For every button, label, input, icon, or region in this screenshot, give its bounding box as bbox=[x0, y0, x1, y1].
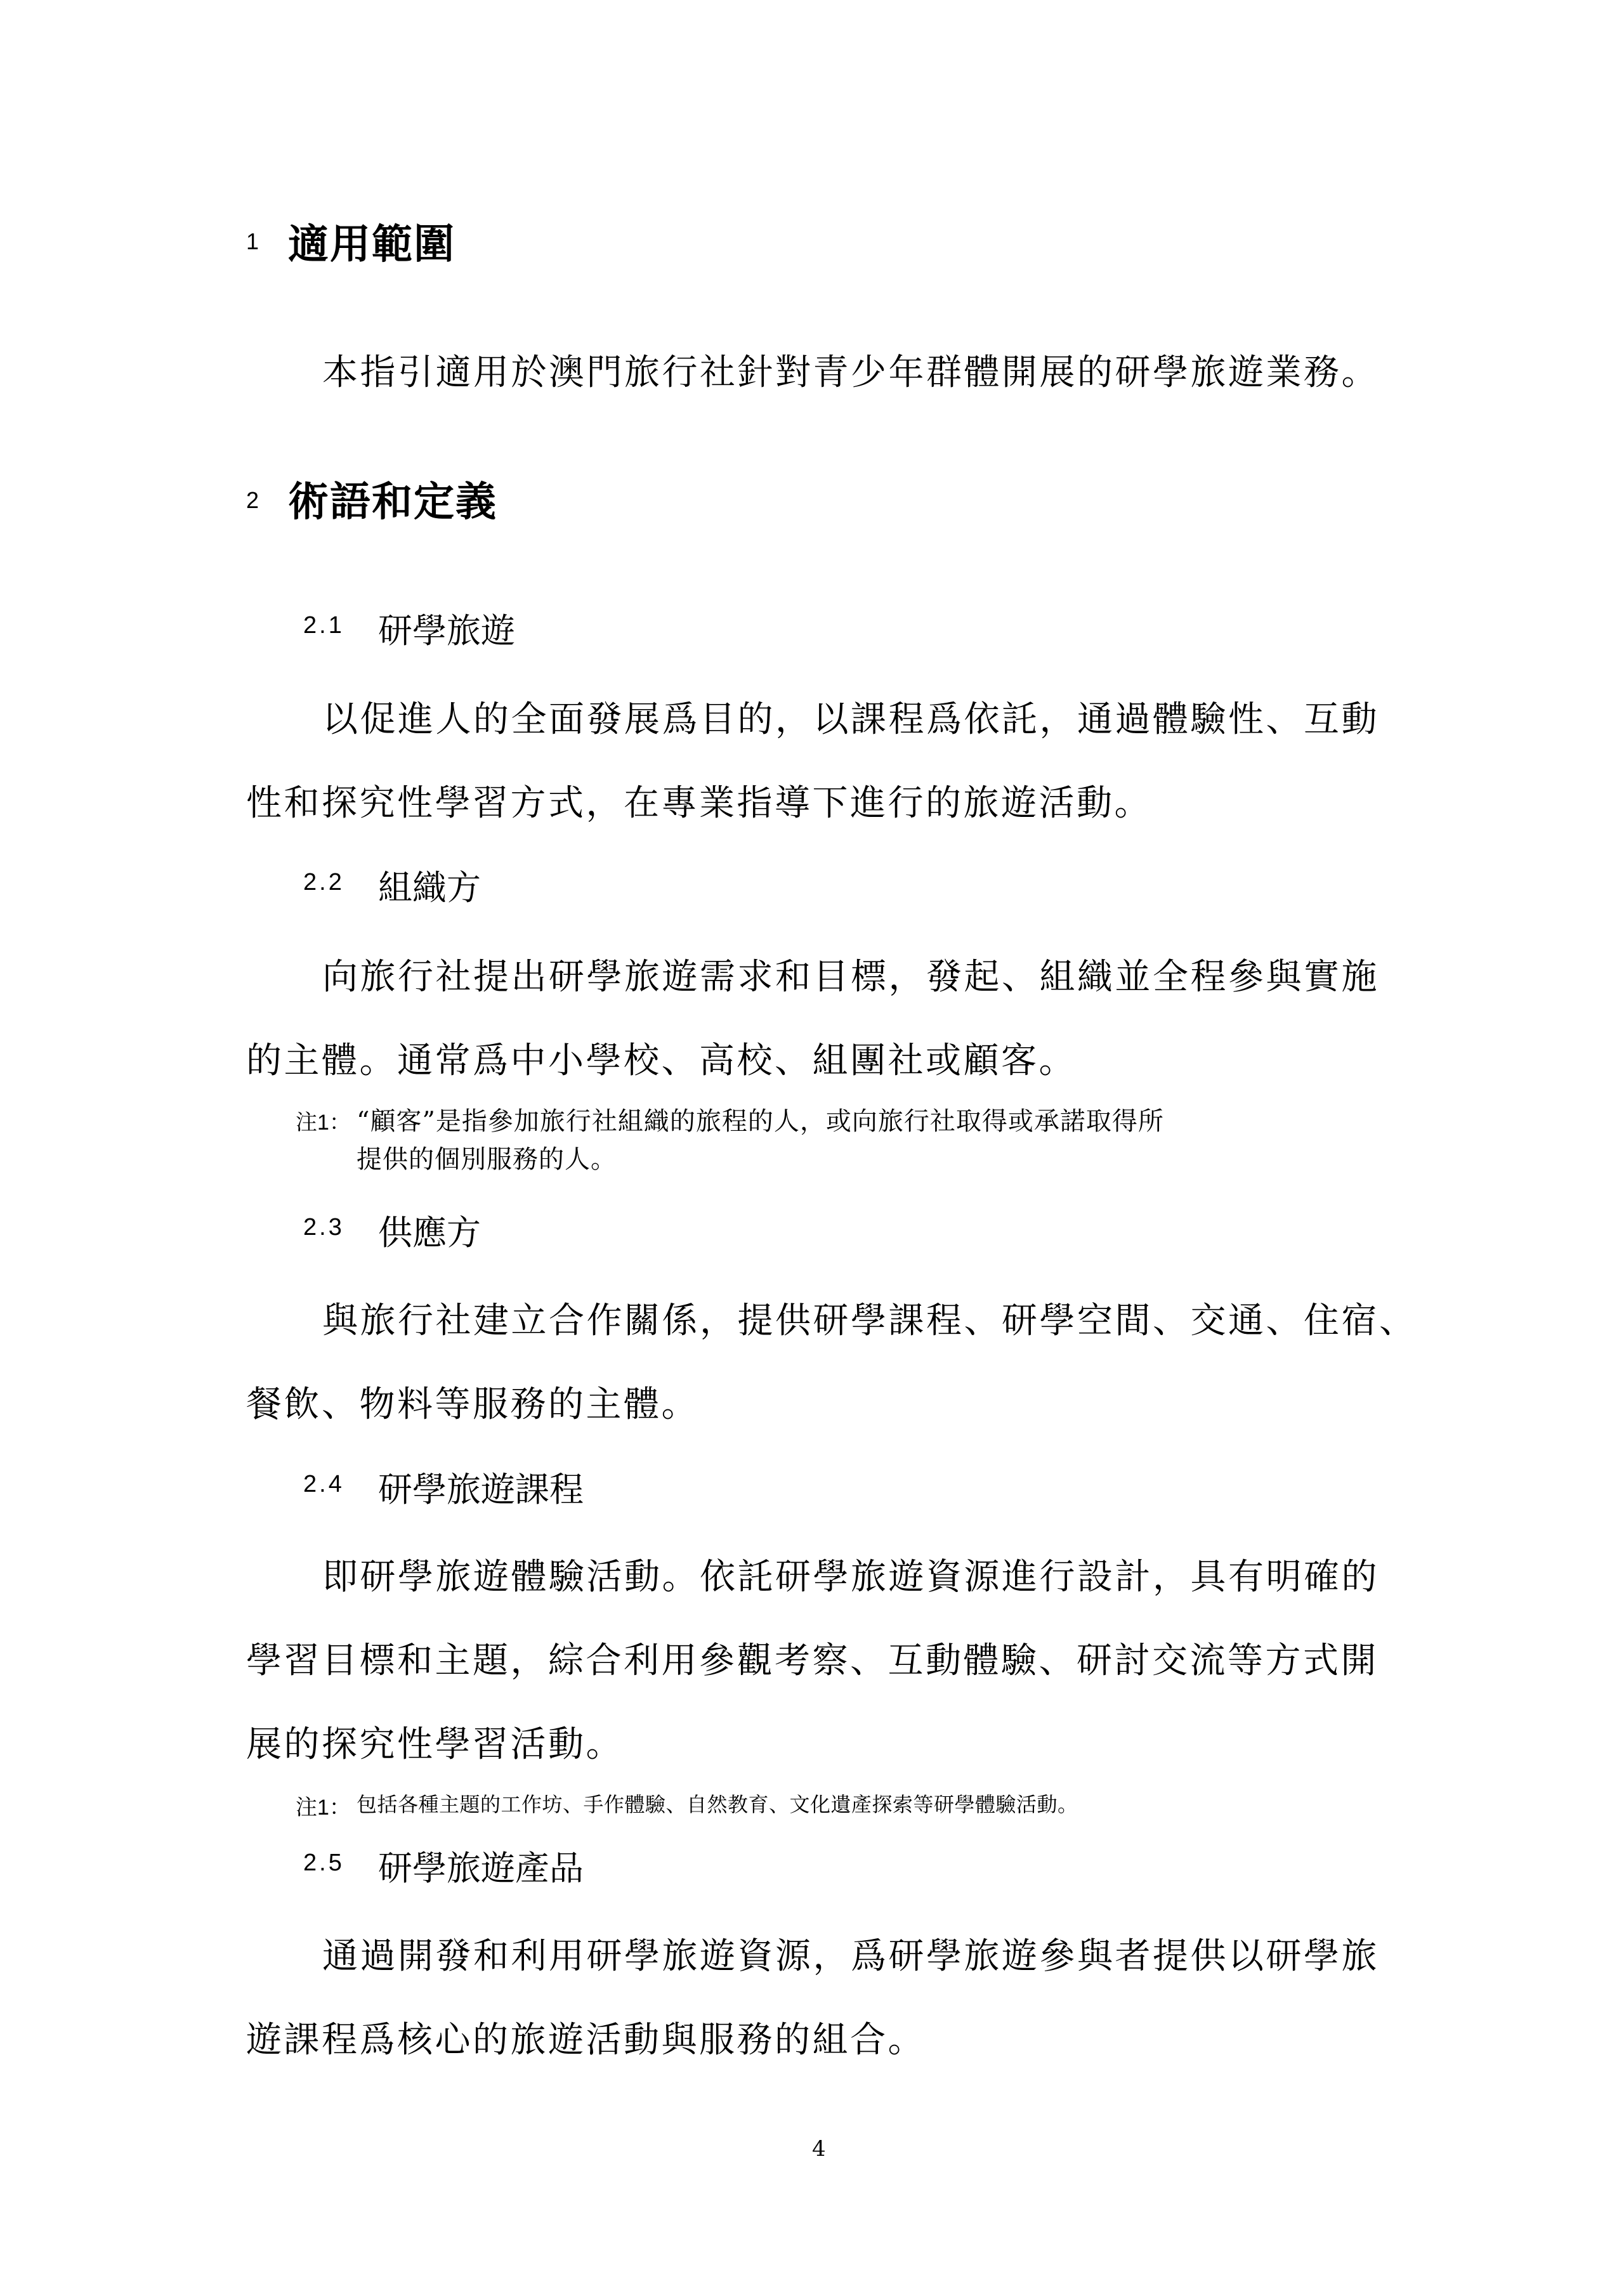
term-number: 2.1 bbox=[303, 612, 344, 639]
note-line: 包括各種主題的工作坊、手作體驗、自然教育、文化遺產探索等研學體驗活動。 bbox=[357, 1792, 1078, 1817]
term-title: 研學旅遊產品 bbox=[378, 1848, 584, 1888]
term-title: 研學旅遊 bbox=[378, 611, 515, 651]
paragraph-line: 展的探究性學習活動。 bbox=[246, 1724, 624, 1765]
section-title: 適用範圍 bbox=[288, 221, 455, 268]
term-title: 組織方 bbox=[378, 868, 481, 908]
paragraph-line: 本指引適用於澳門旅行社針對青少年群體開展的研學旅遊業務。 bbox=[322, 352, 1379, 393]
paragraph-line: 餐飲、物料等服務的主體。 bbox=[246, 1384, 699, 1425]
paragraph-line: 與旅行社建立合作關係，提供研學課程、研學空間、交通、住宿、 bbox=[322, 1300, 1417, 1341]
note-line: “顧客”是指參加旅行社組織的旅程的人，或向旅行社取得或承諾取得所 bbox=[357, 1107, 1164, 1136]
paragraph-line: 通過開發和利用研學旅遊資源，爲研學旅遊參與者提供以研學旅 bbox=[322, 1936, 1379, 1977]
paragraph-line: 向旅行社提出研學旅遊需求和目標，發起、組織並全程參與實施 bbox=[322, 956, 1379, 998]
term-title: 供應方 bbox=[378, 1213, 481, 1253]
page-number: 4 bbox=[812, 2136, 826, 2162]
term-number: 2.5 bbox=[303, 1849, 344, 1876]
section-title: 術語和定義 bbox=[288, 478, 497, 526]
term-number: 2.2 bbox=[303, 869, 344, 896]
paragraph-line: 遊課程爲核心的旅遊活動與服務的組合。 bbox=[246, 2019, 926, 2061]
note-label: 注1： bbox=[296, 1111, 351, 1135]
section-number: 2 bbox=[246, 487, 259, 513]
paragraph-line: 學習目標和主題，綜合利用參觀考察、互動體驗、研討交流等方式開 bbox=[246, 1640, 1378, 1681]
note-line: 提供的個別服務的人。 bbox=[357, 1145, 617, 1174]
section-number: 1 bbox=[246, 228, 259, 254]
paragraph-line: 即研學旅遊體驗活動。依託研學旅遊資源進行設計，具有明確的 bbox=[322, 1556, 1379, 1598]
term-number: 2.4 bbox=[303, 1471, 344, 1497]
term-number: 2.3 bbox=[303, 1214, 344, 1241]
paragraph-line: 以促進人的全面發展爲目的，以課程爲依託，通過體驗性、互動 bbox=[322, 699, 1379, 740]
term-title: 研學旅遊課程 bbox=[378, 1470, 584, 1510]
paragraph-line: 的主體。通常爲中小學校、高校、組團社或顧客。 bbox=[246, 1040, 1077, 1081]
note-label: 注1： bbox=[296, 1796, 351, 1820]
paragraph-line: 性和探究性學習方式，在專業指導下進行的旅遊活動。 bbox=[246, 783, 1152, 824]
